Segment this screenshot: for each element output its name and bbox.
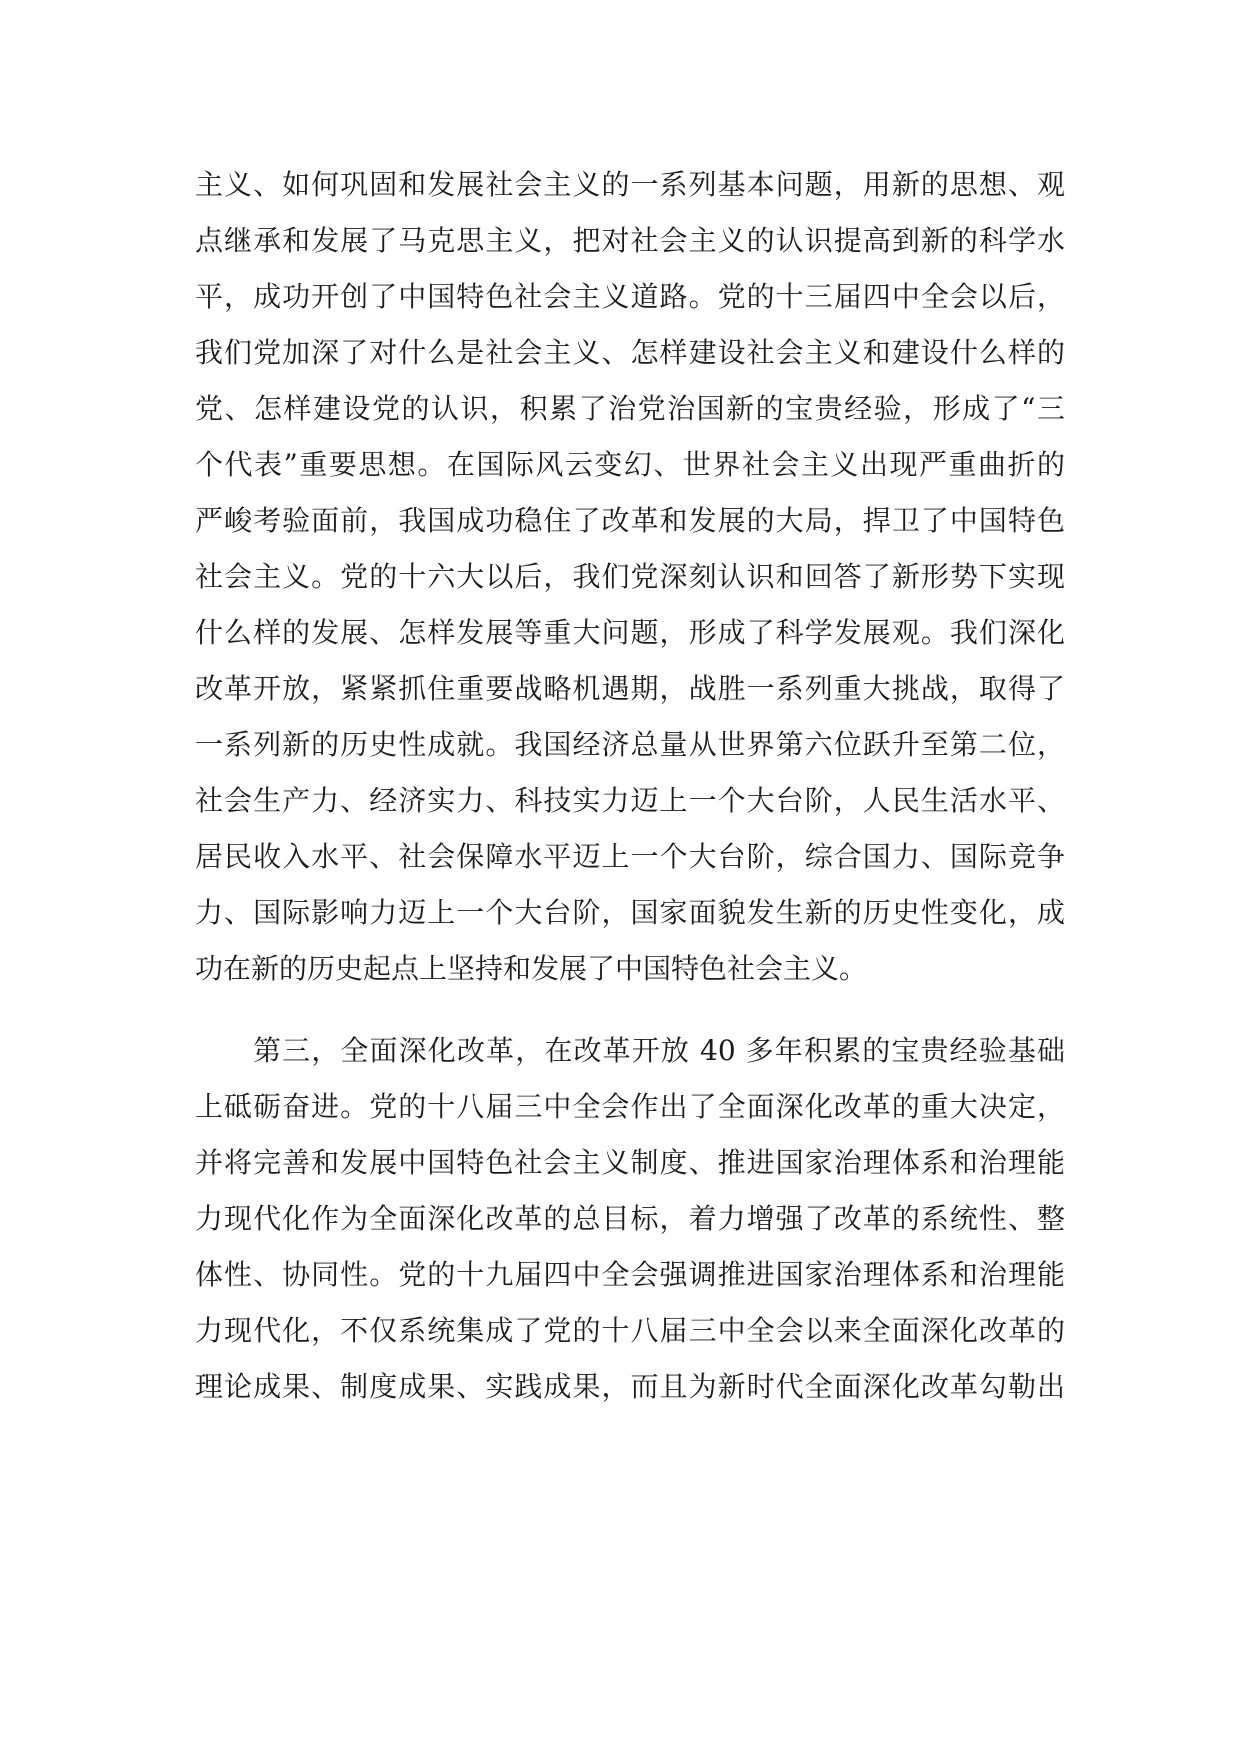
text-line: 力现代化作为全面深化改革的总目标，着力增强了改革的系统性、整 [195, 1202, 1065, 1235]
text-line: 理论成果、制度成果、实践成果，而且为新时代全面深化改革勾勒出 [195, 1370, 1065, 1403]
text-line: 社会主义。党的十六大以后，我们党深刻认识和回答了新形势下实现 [195, 560, 1065, 593]
text-line: 个代表”重要思想。在国际风云变幻、世界社会主义出现严重曲折的 [195, 448, 1065, 481]
text-line: 一系列新的历史性成就。我国经济总量从世界第六位跃升至第二位， [195, 728, 1065, 761]
text-line: 体性、协同性。党的十九届四中全会强调推进国家治理体系和治理能 [195, 1258, 1065, 1291]
paragraph-third-point [195, 1023, 1065, 1415]
text-line: 什么样的发展、怎样发展等重大问题，形成了科学发展观。我们深化 [195, 616, 1065, 649]
text-line: 居民收入水平、社会保障水平迈上一个大台阶，综合国力、国际竞争 [195, 840, 1065, 873]
text-line: 第三，全面深化改革，在改革开放 40 多年积累的宝贵经验基础 [253, 1034, 1065, 1067]
text-line: 主义、如何巩固和发展社会主义的一系列基本问题，用新的思想、观 [195, 168, 1065, 201]
text-line: 功在新的历史起点上坚持和发展了中国特色社会主义。 [195, 952, 868, 985]
text-line: 平，成功开创了中国特色社会主义道路。党的十三届四中全会以后， [195, 280, 1065, 313]
text-line: 上砥砺奋进。党的十八届三中全会作出了全面深化改革的重大决定， [195, 1090, 1065, 1123]
text-line: 我们党加深了对什么是社会主义、怎样建设社会主义和建设什么样的 [195, 336, 1065, 369]
text-line: 并将完善和发展中国特色社会主义制度、推进国家治理体系和治理能 [195, 1146, 1065, 1179]
text-line: 改革开放，紧紧抓住重要战略机遇期，战胜一系列重大挑战，取得了 [195, 672, 1065, 705]
text-line: 力现代化，不仅系统集成了党的十八届三中全会以来全面深化改革的 [195, 1314, 1065, 1347]
text-line: 点继承和发展了马克思主义，把对社会主义的认识提高到新的科学水 [195, 224, 1065, 257]
text-line: 党、怎样建设党的认识，积累了治党治国新的宝贵经验，形成了“三 [195, 392, 1065, 425]
text-line: 严峻考验面前，我国成功稳住了改革和发展的大局，捍卫了中国特色 [195, 504, 1065, 537]
text-line: 社会生产力、经济实力、科技实力迈上一个大台阶，人民生活水平、 [195, 784, 1065, 817]
text-line: 力、国际影响力迈上一个大台阶，国家面貌发生新的历史性变化，成 [195, 896, 1065, 929]
paragraph-continuation [195, 157, 1065, 997]
